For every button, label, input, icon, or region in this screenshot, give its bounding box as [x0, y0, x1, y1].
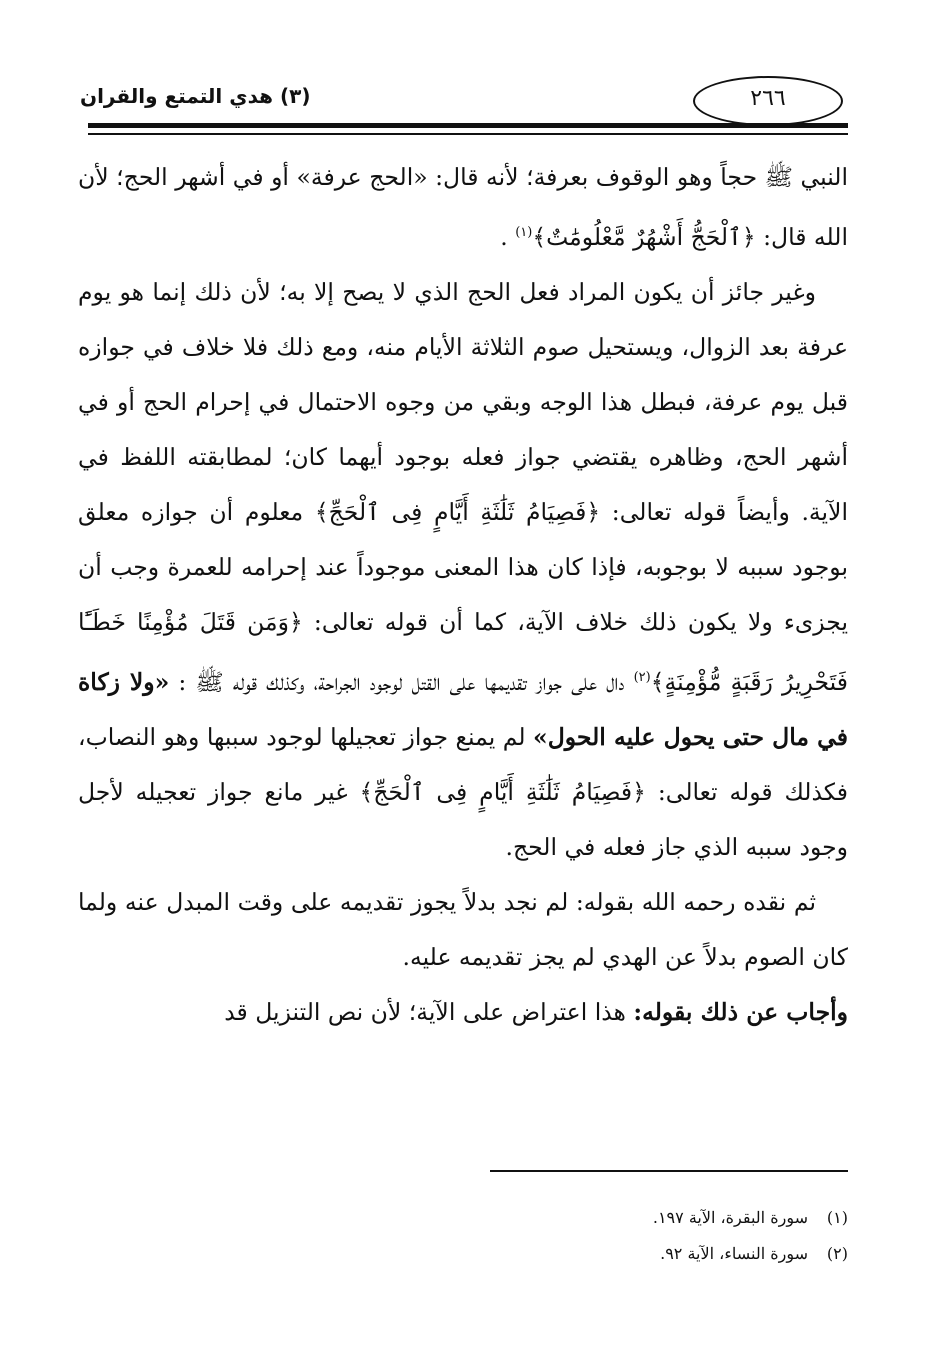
- header-rule-thin: [88, 133, 848, 135]
- page-number: ٢٦٦: [750, 86, 786, 111]
- paragraph-4-lead: وأجاب عن ذلك بقوله:: [633, 997, 848, 1026]
- footnote-2: (٢)سورة النساء، الآية ٩٢.: [660, 1244, 848, 1263]
- hadith-quote: «ولا زكاة في مال حتى يحول عليه الحول»: [78, 667, 848, 751]
- footnotes: [478, 1200, 848, 1272]
- footnote-separator: [490, 1170, 848, 1172]
- footnote-1: (١)سورة البقرة، الآية ١٩٧.: [652, 1208, 848, 1227]
- main-text: [78, 150, 848, 1040]
- running-header-title: (٣) هدي التمتع والقران: [80, 84, 311, 108]
- paragraph-3: ثم نقده رحمه الله بقوله: لم نجد بدلاً يجوز تقديمه على وقت المبدل عنه ولما كان الصوم بدلاً عن الهدي لم يجز تقديمه عليه.: [78, 887, 848, 971]
- footnote-ref-1: (١): [515, 225, 533, 240]
- header-rule-thick: [88, 123, 848, 128]
- paragraph-1: النبي ﷺ حجاً وهو الوقوف بعرفة؛ لأنه قال: «الحج عرفة» أو في أشهر الحج؛ لأن الله قال: ﴿ٱلْحَجُّ أَشْهُرٌ مَّعْلُومَٰتٌ﴾$^{(١)}$ .: [78, 163, 848, 251]
- paragraph-2: وغير جائز أن يكون المراد فعل الحج الذي لا يصح إلا به؛ لأن ذلك إنما هو يوم عرفة بعد الزوال، ويستحيل صوم الثلاثة الأيام منه، ومع ذلك فلا خلاف في جوازه قبل يوم عرفة، فبطل هذا الوجه وبقي من وجوه الاحتمال في إحرام الحج أو في أشهر الحج، وظاهره يقتضي جواز فعله بوجود أيهما كان؛ لمطابقته اللفظ في الآية. وأيضاً قوله تعالى: ﴿فَصِيَامُ ثَلَٰثَةِ أَيَّامٍ فِى ٱلْحَجِّ﴾ معلوم أن جوازه معلق بوجود سببه لا بوجوبه، فإذا كان هذا المعنى موجوداً عند إحرامه للعمرة وجب أن يجزىء ولا يكون ذلك خلاف الآية، كما أن قوله تعالى: ﴿وَمَن قَتَلَ مُؤْمِنًا خَطَـًٔا فَتَحْرِيرُ رَقَبَةٍ مُّؤْمِنَةٍ﴾$^{(٢)}$ دال على جواز تقديمها على القتل لوجود الجراحة، وكذلك قوله ﷺ : «ولا زكاة في مال حتى يحول عليه الحول» لم يمنع جواز تعجيلها لوجود سببها وهو النصاب، فكذلك قوله تعالى: ﴿فَصِيَامُ ثَلَٰثَةِ أَيَّامٍ فِى ٱلْحَجِّ﴾ غير مانع جواز تعجيله لأجل وجود سببه الذي جاز فعله في الحج.: [78, 277, 848, 861]
- paragraph-4: وأجاب عن ذلك بقوله: هذا اعتراض على الآية؛ لأن نص التنزيل قد: [224, 997, 848, 1026]
- footnote-ref-2: (٢): [633, 669, 651, 685]
